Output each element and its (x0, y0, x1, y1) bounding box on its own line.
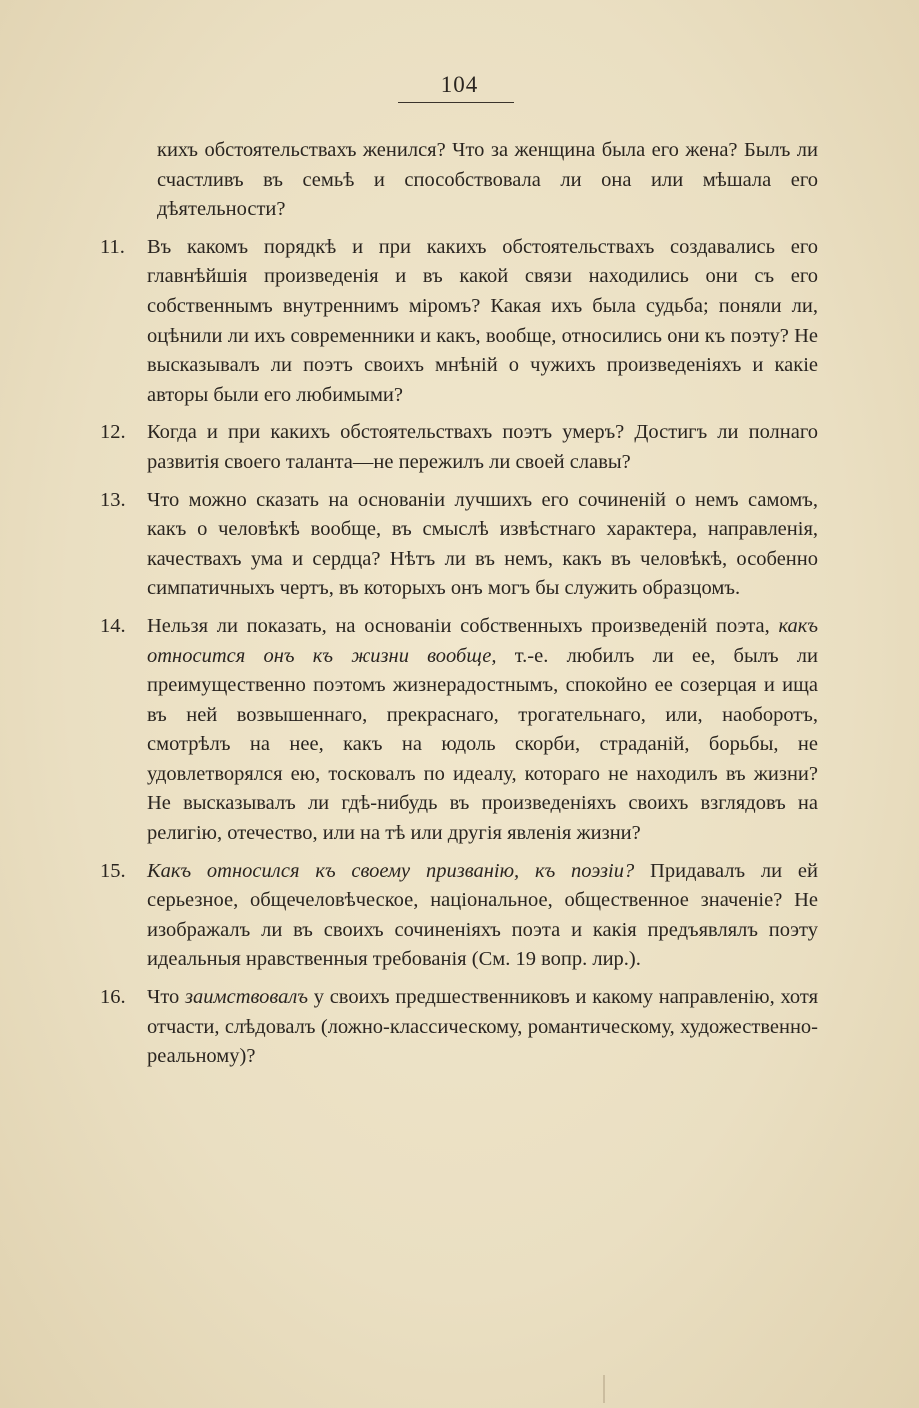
question-15 (100, 857, 818, 975)
question-number: 14. (100, 614, 126, 637)
question-text-end: т.-е. любилъ ли ее, былъ ли преимущественно поэтомъ жизнерадостнымъ, спокойно ее созерцая и ища въ ней возвышеннаго, прекраснаго, трогательнаго, или, наоборотъ, смотрѣлъ на нее, какъ на юдоль скорби, страданій, борьбы, не удовлетворялся ею, тосковалъ по идеалу, котораго не находилъ въ жизни? Не высказывалъ ли гдѣ-нибудь въ произведеніяхъ своихъ взглядовъ на религію, отечество, или на тѣ или другія явленія жизни? (147, 644, 818, 845)
question-14 (100, 612, 818, 849)
italic-phrase: какъ относится онъ къ жизни вообще, (147, 614, 819, 667)
page-number: 104 (440, 72, 479, 97)
question-text-start: Нельзя ли показать, на основаніи собственныхъ произведеній поэта, (147, 614, 770, 637)
question-text-end: Придавалъ ли ей серьезное, общечеловѣческое, національное, общественное значеніе? Не изображалъ ли въ своихъ сочиненіяхъ поэта и какія предъявлялъ поэту идеальныя нравственныя требованія (См. 19 вопр. лир.). (147, 859, 818, 971)
continuation-paragraph: кихъ обстоятельствахъ женился? Что за женщина была его жена? Былъ ли счастливъ въ семьѣ и способствовала ли она или мѣшала его дѣятельности? (157, 139, 818, 221)
question-text: Въ какомъ порядкѣ и при какихъ обстоятельствахъ создавались его главнѣйшія произведенія и въ какой связи находились они съ его собственнымъ внутреннимъ міромъ? Какая ихъ была судьба; поняли ли, оцѣнили ли ихъ современники и какъ, вообще, относились они къ поэту? Не высказывалъ ли поэтъ своихъ мнѣній о чужихъ произведеніяхъ и какіе авторы были его любимыми? (147, 235, 818, 406)
question-number: 12. (100, 421, 126, 444)
paper-fold-mark (603, 1375, 605, 1403)
question-12 (100, 418, 818, 477)
header-rule (398, 102, 514, 103)
page-text (100, 136, 818, 1072)
question-text: Что можно сказать на основаніи лучшихъ его сочиненій о немъ самомъ, какъ о человѣкѣ вообще, въ смыслѣ извѣстнаго характера, направленія, качествахъ ума и сердца? Нѣтъ ли въ немъ, какъ въ человѣкѣ, особенно симпатичныхъ чертъ, въ которыхъ онъ могъ бы служить образцомъ. (147, 488, 818, 600)
question-16 (100, 983, 818, 1072)
question-number: 11. (100, 235, 125, 258)
question-13 (100, 486, 818, 604)
question-text-start: Что (147, 986, 180, 1009)
question-11 (100, 233, 818, 411)
question-text-end: у своихъ предшественниковъ и какому направленію, хотя отчасти, слѣдовалъ (ложно-классическому, романтическому, художественно-реальному)? (147, 986, 819, 1068)
question-text: Когда и при какихъ обстоятельствахъ поэтъ умеръ? Достигъ ли полнаго развитія своего таланта—не пережилъ ли своей славы? (147, 421, 818, 473)
question-number: 13. (100, 488, 126, 511)
italic-phrase: заимствовалъ (185, 986, 308, 1009)
question-number: 15. (100, 859, 126, 882)
italic-phrase: Какъ относился къ своему призванію, къ поэзіи? (147, 859, 635, 882)
question-number: 16. (100, 986, 126, 1009)
